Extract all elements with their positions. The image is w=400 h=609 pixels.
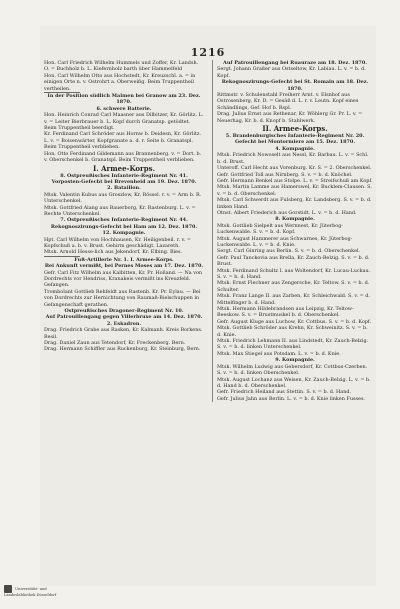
casualty-entry: Hon. Otto Ferdinand Gildemann aus Brannenberg. v. = Dort. b. v. Oberschenkel b. Granatspl. Beim Truppentheil verblieben. [44, 150, 202, 164]
section-heading: 8. Kompagnie. [275, 216, 315, 223]
casualty-entry: Otnst. Albert Friederich aus Gorstidt. L. v. = b. d. Hand. [217, 209, 357, 216]
page-number: 1216 [190, 46, 226, 59]
casualty-entry: Mtsk. Franz Lange II. aus Zarben, Kr. Schleichwald. S. v. = d. Mittelfinger b. d. Hand. [217, 293, 370, 306]
casualty-entry: Mtsk. Hermann Hildebrandsen aus Leipzig, Kr. Teltow-Beeskow. S. v. = Brustmuskel b. d. Oberschenkel. [217, 306, 354, 319]
casualty-entry: Gefr. Julius Jahn aus Berlin. L. v. = b. d. Knie linken Fusses. [217, 395, 366, 402]
casualty-entry: Drag. Hermann Schiffler aus Ruckenburg, Kr. Steinburg, Bern. [44, 346, 201, 353]
section-heading: Ostpreußisches Dragoner-Regiment Nr. 10. [64, 308, 184, 315]
right-column [212, 60, 373, 402]
casualty-entry: Drag. Friedrich Grabe aus Rasken, Kr. Kalmanh. Kreis Borkens. Besil. [44, 327, 203, 340]
section-heading: 12. Kompagnie. [102, 230, 146, 237]
casualty-entry: Sergt. Johann Graßer aus Ostseltow, Kr. Labiau. L. v. = b. d. Kopf. [217, 66, 366, 79]
casualty-entry: Sergt. Carl Ginring aus Berlin. S. v. = b. d. Oberschenkel. [217, 248, 361, 255]
casualty-entry: Drag. Julius Ernst aus Rethenar, Kr. Wöhlerg Gr. Pr. L. v. = Neuerhag, Kr. b. d. Knopf b. Stahlwerk. [217, 111, 363, 124]
casualty-entry: Gefr. Carl Fitz Wilhelm aus Kalbitten, Kr. Pr. Holland. — Na von Dordrechts vor Hendriss, Kranakeis vermißt ins Kreuzfeld. Gefangen. [44, 269, 203, 289]
casualty-entry: Mtsk. Gottlieb Sielpelt aus Wernnest, Kr. Jüterbog-Luckenwalde. S. v. = b. d. Kopf. [217, 222, 344, 236]
casualty-entry: Mtsk. Friedrich Lehmann II. aus Lindstedt, Kr. Zauch-Belzig. S. v. = b. d. linken Unterschenkel. [217, 338, 369, 351]
section-heading: 5. Brandenburgisches Infanterie-Regiment Nr. 20. [225, 133, 365, 140]
casualty-entry: Hpt. Carl Wilhelm von Hochhausen, Kr. Heiligenbeil. r. v. = Kopfschuß a. b. v. Brust. Gehirm geschädigt. Lazareth. [44, 236, 191, 249]
section-heading: Auf Patrouillengang gegen Villerbruxe am 14. Dez. 1870. [45, 314, 203, 321]
casualty-entry: Mtsk. Wilhelm Ludwig aus Gebersdorf, Kr. Cottbus-Czerben. S. v. = b. d. linken Oberschenkel. [217, 363, 368, 377]
casualty-entry: Mtsk. Gottfried Alang aus Bauerborg, Kr. Rastenburg. L. v. = Rechte Unterschenkel. [44, 204, 196, 217]
casualty-entry: Kr. Ferdinand Carl Schröder aus Hornw b. Deidesn, Kr. Görlitz. L. v. = Boisenwärter, Kopfgranate a. d. r. Seite b. Granatspl. Beim Truppentheil verblieben. [44, 131, 202, 151]
section-heading: Rekognoszirungs-Gefecht bei Ham am 12. Dez. 1870. [50, 223, 198, 230]
section-heading: 9. Kompagnie. [275, 357, 315, 364]
casualty-entry: Hon. Carl Friedrich Wilhelm Hummels und Zoffer, Kr. Landsh. O. = Buchholz b. L. Kiefernholz barth über Hammelfeld [44, 60, 199, 73]
left-column [44, 60, 204, 353]
library-stamp [4, 585, 64, 597]
library-logo-icon [4, 585, 12, 593]
document-page [40, 26, 376, 586]
casualty-entry: Rittmstr. v. Schulenstahl Freiherr Arnt. v. Elsnhof aus Ostrosenberg, Kr. D. = Gesäß d. L. r. v. Leutn. Kopf eines Schändlings, Gef. Hof b. Rspl. [217, 92, 359, 111]
casualty-entry: Gefr. August Kluge aus Luchow, Kr. Cottbus. S. v. = b. d. Kopf. [217, 318, 372, 325]
section-heading: Rekognoszirungs-Gefecht bei St. Romain am 18. Dez. 1870. [221, 79, 369, 92]
casualty-entry: Mtsk. Max Stiegel aus Potsdam. L. v. = b. d. Knie. [217, 350, 341, 357]
section-heading: Auf Patrouillengang bei Ruauraze am 18. Dez. 1870. [223, 60, 367, 66]
section-heading: Fuß-Artillerie Nr. 1. I. Armee-Korps. [74, 256, 174, 263]
casualty-entry: Hon. Carl Wilhelm Otto aus Hochstedt, Kr. Kreuzschl. a. = in einigen Orte n. v. Ostrohrt a. Oberweißg. Beim Truppentheil vertheilen. [44, 72, 196, 92]
casualty-entry: Mtsk. Carl Schwerdt aus Fulsberg, Kr. Landsberg. S. v. = b. d. linken Hand. [217, 197, 372, 210]
casualty-entry: Gefr. Hermann Benkel aus Stolpe. L. v. = Streifschuß am Kopf. [217, 177, 373, 184]
library-stamp-text: Universitäts- und Landesbibliothek Düsseldorf [4, 586, 57, 597]
section-heading: 6. schwere Batterie. [96, 105, 152, 112]
section-heading: 4. Kompagnie. [275, 145, 315, 152]
casualty-entry: Trombolant Gottlieb Rehfeldt aus Rastenb. Kr. Pr. Eylau. — Bei von Dordrechts zur Hernichtung von Raumaß-Bielschuppen in Gefangenschaft gerathen. [44, 288, 201, 308]
section-heading: In der Position südlich Malmen bei Granow am 23. Dez. 1870. [47, 93, 201, 106]
casualty-entry: Mtsk. Friedrich Nowoselt aus Nessl, Kr. Barbau. L. v. = Schl. b. d. Brust. [217, 152, 369, 165]
casualty-entry: Mtsk. Ferdinand Schultz I. aus Woltendorf, Kr. Lucau-Luckau. S. v. = b. d. Hand. [217, 267, 371, 280]
casualty-entry: Mtsk. Gottlieb Schröder aus Krehn, Kr. Schweinitz. S. v. = b. d. Knie. [217, 325, 368, 338]
casualty-entry: Drag. Daniel Zaun aus Tetendorf, Kr. Freckenberg. Bern. [44, 340, 186, 347]
section-heading: II. Armee-Korps. [262, 124, 328, 134]
casualty-entry: Gefr. Friedrich Heiland aus Stettin. S. v. = b. d. Hand. [217, 389, 352, 396]
section-heading: Bei Ankunft vermißt, bei Pernes Moses am 17. Dez. 1870. [44, 263, 204, 270]
casualty-entry: Unteroff. Carl Hecht aus Vorenburg. Kr. S. = 2. Oberschenkel. [217, 165, 372, 172]
section-heading: 7. Ostpreußisches Infanterie-Regiment Nr. 44. [60, 217, 188, 224]
casualty-entry: Mtsk. August Lochanz aus Weisen, Kr. Zauch-Belzig. L. v. = b. d. Hand b. d. Oberschenkel. [217, 376, 371, 389]
casualty-entry: Mtsk. Arnold Hesse-lich aus Jekendorf, Kr. Elbing. Bies. [44, 249, 183, 256]
section-heading: Vorposten-Gefecht bei Brevenheid am 19. Dez. 1870. [51, 178, 197, 185]
casualty-entry: Hon. Heinrich Conrad Carl Maasner aus Dilbitzer, Kr. Görlitz. L. v. = Leiter Bierbrauer b. L. Kopf durch Granatsp. getödtet. Beim Truppentheil beerdigt. [44, 112, 204, 132]
casualty-entry: Mtsk. Ernst Flechner aus Zengersche, Kr. Teltow. S. v. = b. d. Schulter. [217, 280, 370, 293]
casualty-entry: Gefr. Paul Tanckovia aus Brella, Kr. Zauch-Belzig. S. v. = b. d. Brust. [217, 254, 370, 268]
casualty-entry: Mtsk. Martin Lamme aus Hamerswel, Kr. Bucklem-Clausen. S. v. = b. d. Oberschenkel. [217, 184, 372, 197]
section-heading: 2. Eskadron. [106, 320, 142, 327]
section-heading: 8. Ostpreußisches Infanterie-Regiment Nr. 41. [60, 172, 188, 179]
casualty-entry: Mtsk. Valentin Kubus aus Groszlow, Kr. Rössel. r. v. = Arm b. R. Unterschenkel. [44, 191, 202, 205]
section-heading: I. Armee-Korps. [92, 163, 156, 173]
section-heading: Gefecht bei Montormiere am 15. Dez. 1870. [234, 139, 356, 146]
casualty-entry: Mtsk. August Hammerer aus Schwarnes, Kr. Jüterbog-Luckenwalde. L. v. = b. d. Knie. [217, 235, 353, 248]
casualty-entry: Gefr. Gottfried Toll aus Nirnberg. S. v. = b. d. Knöchel. [217, 171, 353, 178]
section-heading: 2. Bataillon. [107, 185, 141, 192]
